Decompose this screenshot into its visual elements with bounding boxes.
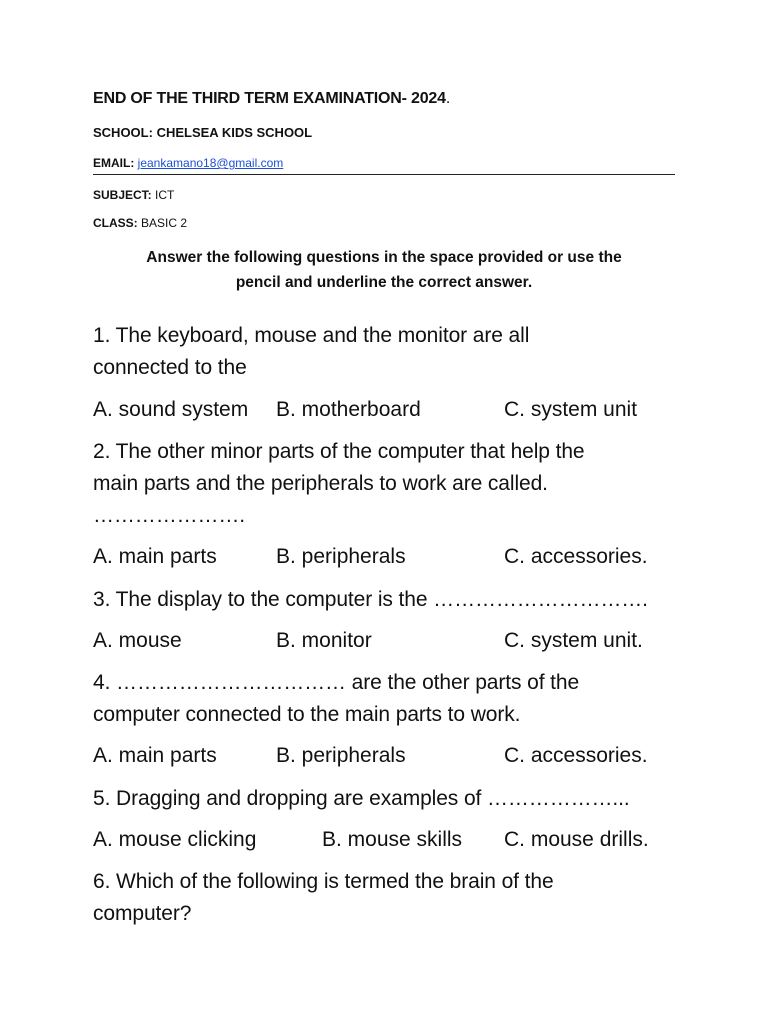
option-c[interactable]: C. system unit. [504, 629, 643, 652]
question-text: 6. Which of the following is termed the brain of the [93, 870, 554, 893]
question-text: main parts and the peripherals to work are called. [93, 472, 548, 495]
question-text: 2. The other minor parts of the computer that help the [93, 440, 585, 463]
option-a[interactable]: A. mouse clicking [93, 828, 257, 851]
email-line [93, 156, 283, 170]
exam-title-text: END OF THE THIRD TERM EXAMINATION- 2024 [93, 90, 446, 107]
email-link[interactable]: jeankamano18@gmail.com [137, 156, 284, 170]
question-text: 1. The keyboard, mouse and the monitor are all [93, 324, 530, 347]
option-b[interactable]: B. peripherals [276, 744, 406, 767]
question-4-options [93, 740, 693, 772]
instructions-line-1: Answer the following questions in the space provided or use the [146, 249, 622, 266]
question-3 [93, 584, 683, 616]
question-1 [93, 320, 683, 384]
question-text: 4. …………………………… are the other parts of the [93, 671, 580, 694]
subject-line [93, 188, 174, 202]
class-value: BASIC 2 [141, 216, 188, 230]
question-3-options [93, 625, 693, 657]
header-divider [93, 174, 675, 175]
school-value: CHELSEA KIDS SCHOOL [156, 125, 313, 140]
question-2 [93, 436, 683, 532]
question-text: 3. The display to the computer is the …………………………. [93, 588, 648, 611]
school-line [93, 125, 312, 140]
option-a[interactable]: A. main parts [93, 744, 217, 767]
option-c[interactable]: C. accessories. [504, 545, 648, 568]
exam-title-suffix: . [445, 90, 451, 107]
question-5 [93, 783, 683, 815]
option-c[interactable]: C. accessories. [504, 744, 648, 767]
question-6 [93, 866, 683, 930]
question-text: computer connected to the main parts to work. [93, 703, 521, 726]
question-5-options [93, 824, 693, 856]
option-b[interactable]: B. mouse skills [322, 828, 463, 851]
option-a[interactable]: A. sound system [93, 398, 249, 421]
question-1-options [93, 394, 693, 426]
class-line [93, 216, 187, 230]
email-label: EMAIL: [93, 156, 135, 170]
question-2-options [93, 541, 693, 573]
answer-blank[interactable]: …………………. [93, 504, 246, 527]
instructions-line-2: pencil and underline the correct answer. [235, 274, 533, 291]
question-4 [93, 667, 683, 731]
subject-label: SUBJECT: [93, 188, 152, 202]
option-b[interactable]: B. peripherals [276, 545, 406, 568]
question-text: connected to the [93, 356, 247, 379]
instructions [93, 245, 675, 295]
option-b[interactable]: B. monitor [276, 629, 372, 652]
question-text: 5. Dragging and dropping are examples of ………………... [93, 787, 630, 810]
option-c[interactable]: C. system unit [504, 398, 638, 421]
class-label: CLASS: [93, 216, 138, 230]
option-a[interactable]: A. mouse [93, 629, 182, 652]
question-text: computer? [93, 902, 192, 925]
subject-value: ICT [155, 188, 175, 202]
option-b[interactable]: B. motherboard [276, 398, 421, 421]
option-a[interactable]: A. main parts [93, 545, 217, 568]
school-label: SCHOOL: [93, 125, 153, 140]
option-c[interactable]: C. mouse drills. [504, 828, 649, 851]
exam-title [93, 90, 450, 108]
